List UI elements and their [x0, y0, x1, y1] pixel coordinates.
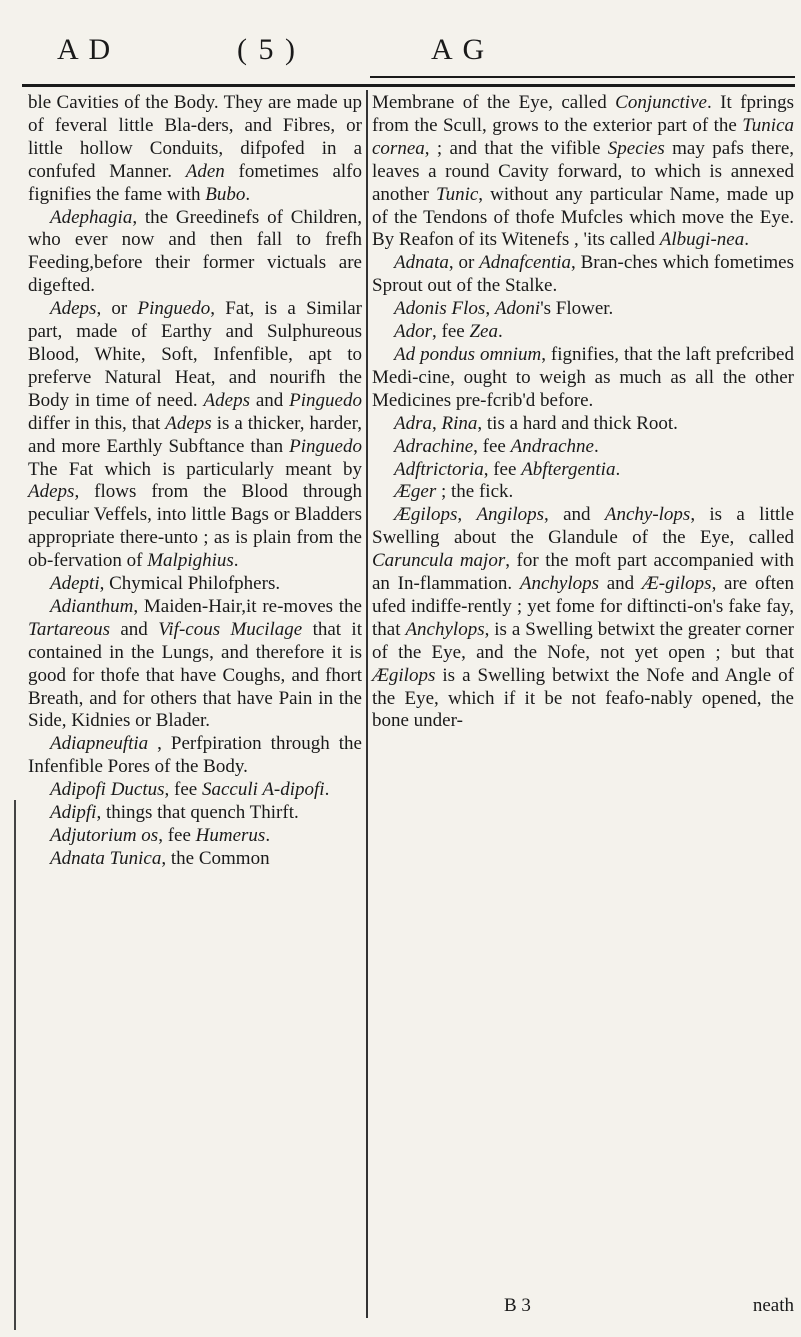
entry-text: . It fprings from the Scull, grows to the exterior part of the [372, 92, 794, 136]
entry-text: , [457, 504, 477, 526]
entry-term: Æ-gilops [641, 573, 712, 595]
dictionary-entry [28, 825, 362, 848]
dictionary-entry [28, 733, 362, 779]
entry-text: , Fat, is a Similar part, made of Earthy and Sulphureous Blood, White, Soft, Infenfible, apt to preferve Natural Heat, and nourifh the Body in time of need. [28, 298, 363, 411]
header-left-guide-letters: A D [57, 33, 113, 66]
entry-text: . [324, 779, 330, 801]
entry-text: , and [544, 504, 605, 526]
entry-term: Adipofi Ductus [50, 779, 165, 801]
catchword: neath [752, 1295, 794, 1316]
entry-term: Adipfi [50, 802, 97, 824]
dictionary-entry [372, 321, 794, 344]
entry-text: . [233, 550, 239, 572]
entry-term: Zea [469, 321, 498, 343]
entry-text: , without any particular Name, made up of the Tendons of thofe Mufcles which move the Eye. By Reafon of its Witenefs , 'its called [372, 183, 794, 251]
entry-text: is a Swelling betwixt the Nofe and Angle of the Eye, which if it be not feafo-nably opened, the bone under- [372, 664, 794, 732]
dictionary-entry [28, 207, 362, 299]
entry-term: Adrachine [394, 435, 474, 457]
entry-text: Membrane of the Eye, called [372, 92, 616, 113]
margin-rule [14, 800, 16, 1330]
entry-term: Andrachne [510, 435, 594, 457]
dictionary-entry [28, 92, 362, 207]
entry-term: Adnata [394, 252, 449, 274]
entry-term: Adeps [165, 412, 212, 434]
entry-text: , or [448, 252, 480, 274]
entry-term: Pinguedo [137, 298, 211, 320]
entry-term: Adonis Flos [394, 298, 486, 320]
header-right-guide-letters: A G [431, 33, 487, 66]
entry-term: Adephagia [50, 206, 133, 228]
entry-text: , Chymical Philofphers. [99, 573, 281, 595]
entry-term: Anchy-lops [604, 504, 691, 526]
entry-term: Adeps [203, 389, 250, 411]
entry-term: Ægilops [394, 504, 458, 526]
entry-text: , are often ufed indiffe-rently ; yet fome for diftincti-on's fake fay, that [372, 573, 794, 640]
left-column [28, 92, 362, 871]
dictionary-entry [28, 848, 362, 871]
entry-term: Adiapneuftia [50, 733, 149, 755]
entry-term: Adeps [50, 298, 97, 320]
entry-term: Ador [394, 321, 432, 343]
entry-text: , Maiden-Hair,it re-moves the [133, 595, 362, 617]
entry-text: . [593, 435, 599, 457]
dictionary-entry [372, 436, 794, 459]
entry-term: Abftergentia [521, 458, 616, 480]
dictionary-entry [28, 298, 362, 573]
entry-term: Anchylops [519, 573, 600, 595]
dictionary-entry [28, 779, 362, 802]
entry-term: Adftrictoria [394, 458, 484, 480]
running-header [24, 30, 795, 70]
entry-text: . [497, 321, 503, 343]
entry-text: . [265, 825, 271, 846]
dictionary-entry [28, 573, 362, 596]
entry-term: Caruncula major [372, 550, 506, 572]
entry-text: 's Flower. [540, 298, 614, 320]
entry-term: Malpighius [147, 550, 234, 572]
entry-term: Angilops [476, 504, 544, 526]
entry-text: , Bran-ches which fometimes Sprout out of the Stalke. [372, 252, 795, 297]
entry-term: Adnafcentia [479, 252, 572, 274]
signature-mark: B 3 [504, 1295, 531, 1316]
column-divider [366, 90, 368, 1318]
header-rule [22, 84, 795, 87]
entry-term: Vif-cous Mucilage [158, 618, 303, 640]
entry-text: and [249, 389, 290, 411]
entry-term: Pinguedo [289, 389, 362, 411]
entry-text: , for the moft part accompanied with an In-flammation. [372, 550, 794, 595]
entry-text: ble Cavities of the Body. They are made up of feveral little Bla-ders, and Fibres, or little hollow Conduits, difpofed in a confufed Manner. [28, 92, 362, 182]
page-number: ( 5 ) [237, 33, 297, 66]
entry-text: , fee [473, 435, 511, 457]
entry-term: Bubo [205, 183, 246, 205]
entry-text: ; the fick. [436, 481, 514, 503]
entry-term: Adjutorium os [50, 825, 159, 846]
entry-text: , ; and that the vifible [424, 137, 608, 159]
entry-text: , things that quench Thirft. [96, 802, 299, 824]
entry-text: may pafs there, leaves a round Cavity forward, to which is annexed another [372, 137, 794, 205]
entry-term: Humerus [195, 825, 266, 846]
dictionary-entry [28, 596, 362, 733]
entry-text: , [485, 298, 495, 320]
entry-text: , fee [483, 458, 522, 480]
right-column [372, 92, 794, 733]
entry-text: , fignifies, that the laft prefcribed Medi-cine, ought to weigh as much as all the other Medicines pre-fcrib'd before. [372, 343, 794, 411]
dictionary-entry [372, 413, 794, 436]
dictionary-entry [28, 802, 362, 825]
entry-term: Ægilops [372, 664, 436, 686]
entry-term: Adnata Tunica [50, 847, 162, 869]
entry-text: . [615, 458, 621, 480]
header-rule-secondary [370, 76, 795, 78]
entry-term: Aden [185, 160, 225, 182]
entry-term: Adeps [28, 481, 75, 503]
entry-text: , fee [158, 825, 196, 846]
dictionary-entry [372, 344, 794, 413]
entry-text: , Perfpiration through the Infenfible Pores of the Body. [28, 733, 362, 778]
entry-term: Æger [394, 481, 437, 503]
entry-text: , fee [432, 321, 470, 343]
entry-text: and [599, 573, 642, 595]
entry-term: Adianthum [50, 595, 134, 617]
entry-term: Pinguedo [289, 435, 362, 457]
entry-term: Conjunctive [615, 92, 707, 113]
entry-text: , the Common [161, 847, 270, 869]
dictionary-entry [372, 504, 794, 733]
entry-text: The Fat which is particularly meant by [28, 458, 362, 480]
dictionary-entry [372, 298, 794, 321]
entry-text: that it contained in the Lungs, and therefore it is good for thofe that have Coughs, and fhort Breath, and for others that have Pain in the Side, Kidnies or Blader. [28, 618, 362, 732]
dictionary-entry [372, 92, 794, 252]
entry-term: Tartareous [28, 618, 111, 640]
entry-text: , fee [164, 779, 202, 801]
entry-text: , flows from the Blood through peculiar Veffels, into little Bags or Bladders appropriate there-unto ; as is plain from the ob-fervation of [28, 481, 362, 572]
entry-text: , the Greedinefs of Children, who ever now and then fall to frefh Feeding,before their former victuals are digefted. [28, 206, 362, 297]
entry-term: Rina [441, 412, 478, 434]
entry-text: differ in this, that [28, 412, 166, 434]
dictionary-entry [372, 459, 794, 482]
entry-text: , or [96, 298, 138, 320]
dictionary-entry [372, 481, 794, 504]
entry-term: Tunic [436, 183, 479, 205]
entry-text: , is a Swelling betwixt the greater corner of the Eye, and the Nofe, not yet open ; but that [372, 618, 794, 663]
entry-term: Ad pondus omnium [394, 343, 542, 365]
entry-term: Albugi-nea [659, 229, 745, 251]
entry-text: is a thicker, harder, and more Earthly Subftance than [28, 412, 362, 457]
entry-term: Anchylops [405, 618, 485, 640]
entry-term: Adepti [50, 573, 100, 595]
entry-text: and [110, 618, 159, 640]
entry-text: . [744, 229, 749, 251]
entry-text: . [245, 183, 251, 205]
dictionary-entry [372, 252, 794, 298]
entry-term: Sacculi A-dipofi [201, 779, 325, 801]
entry-term: Species [607, 137, 665, 159]
entry-text: , [432, 412, 442, 434]
entry-text: fometimes alfo fignifies the fame with [28, 160, 362, 205]
entry-text: , tis a hard and thick Root. [477, 412, 678, 434]
entry-term: Adoni [494, 298, 541, 320]
entry-text: , is a little Swelling about the Glandule of the Eye, called [372, 504, 794, 549]
entry-term: Tunica cornea [372, 114, 794, 159]
entry-term: Adra [394, 412, 432, 434]
